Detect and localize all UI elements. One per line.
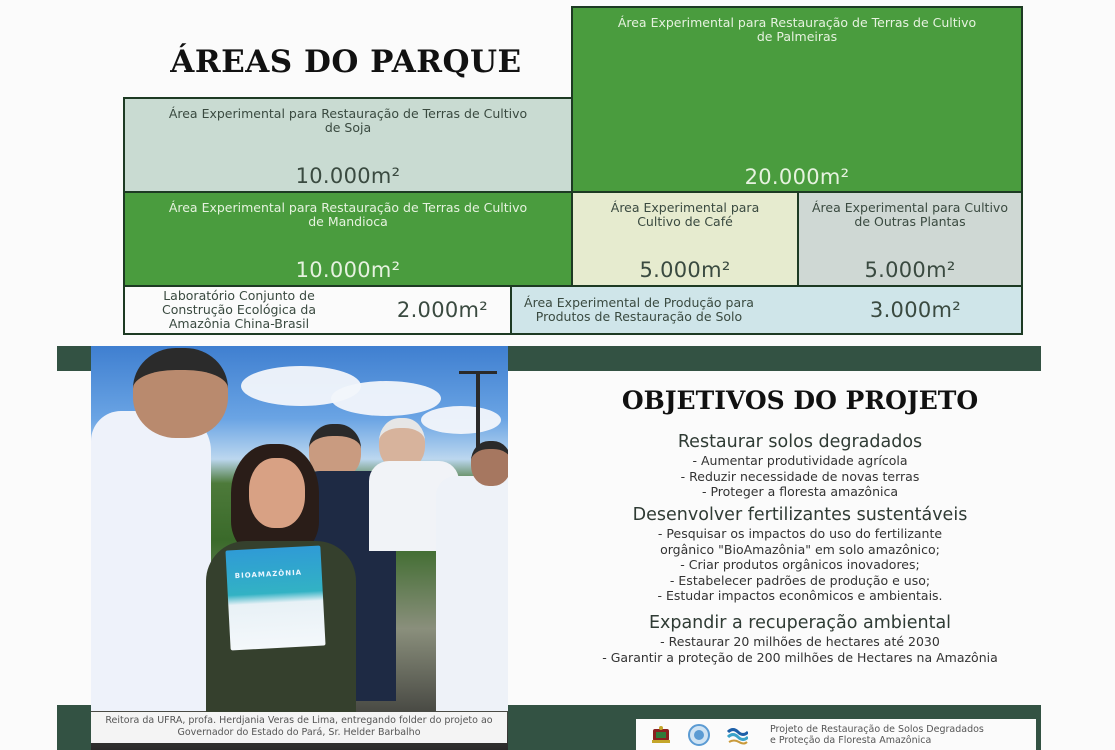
area-value: 2.000m² xyxy=(396,298,488,322)
person-background xyxy=(471,441,508,486)
person-governor xyxy=(91,411,211,711)
objective-heading: Desenvolver fertilizantes sustentáveis xyxy=(632,505,968,525)
area-produtos-solo xyxy=(510,285,1023,335)
project-name-line2: e Proteção da Floresta Amazônica xyxy=(770,734,932,746)
area-label: Área Experimental para Cultivo de Outras Plantas xyxy=(812,200,1008,229)
wave-logo-icon xyxy=(726,725,748,745)
area-value: 5.000m² xyxy=(639,258,731,282)
area-laboratorio xyxy=(123,285,512,335)
objective-fertilizantes xyxy=(560,505,1040,604)
area-palmeiras xyxy=(571,6,1023,194)
bioamazonia-folder xyxy=(225,546,325,651)
area-value: 5.000m² xyxy=(864,258,956,282)
person-rector-head xyxy=(249,458,305,528)
photo-caption: Reitora da UFRA, profa. Herdjania Veras de Lima, entregando folder do projeto ao Governador do Estado do Pará, Sr. Helder Barbalho xyxy=(91,712,507,743)
area-label: Laboratório Conjunto de Construção Ecológica da Amazônia China-Brasil xyxy=(162,288,316,331)
objective-item: - Proteger a floresta amazônica xyxy=(701,484,899,499)
cloud-shape xyxy=(331,381,441,416)
cloud-shape xyxy=(421,406,501,434)
objective-item: - Restaurar 20 milhões de hectares até 2030 xyxy=(660,634,940,649)
area-outras-plantas xyxy=(797,191,1023,287)
objective-heading: Expandir a recuperação ambiental xyxy=(648,613,952,633)
area-mandioca xyxy=(123,191,573,287)
objective-item: - Estudar impactos econômicos e ambientais. xyxy=(657,588,943,603)
area-label: Área Experimental para Restauração de Terras de Cultivo de Soja xyxy=(168,106,528,135)
area-label: Área Experimental de Produção para Produtos de Restauração de Solo xyxy=(524,295,754,324)
objectives-title: OBJETIVOS DO PROJETO xyxy=(621,386,979,415)
area-value: 10.000m² xyxy=(295,164,401,188)
area-value: 20.000m² xyxy=(744,165,850,189)
objective-heading: Restaurar solos degradados xyxy=(677,432,923,452)
objective-item: - Aumentar produtividade agrícola xyxy=(692,453,908,468)
footer-logos xyxy=(636,719,1036,750)
folder-title: BIOAMAZÔNIA xyxy=(234,568,303,581)
area-value: 10.000m² xyxy=(295,258,401,282)
objective-item: - Pesquisar os impactos do uso do fertilizante orgânico "BioAmazônia" em solo amazônico; xyxy=(657,526,943,557)
objective-item: - Criar produtos orgânicos inovadores; xyxy=(680,557,920,572)
seal-logo-icon xyxy=(688,724,710,746)
area-value: 3.000m² xyxy=(869,298,961,322)
areas-title: ÁREAS DO PARQUE xyxy=(170,44,522,80)
objective-restaurar xyxy=(560,432,1040,500)
area-cafe xyxy=(571,191,799,287)
objective-item: - Estabelecer padrões de produção e uso; xyxy=(669,572,931,588)
area-label: Área Experimental para Restauração de Terras de Cultivo de Mandioca xyxy=(168,200,528,229)
area-label: Área Experimental para Cultivo de Café xyxy=(610,200,760,229)
area-label: Área Experimental para Restauração de Terras de Cultivo de Palmeiras xyxy=(617,15,977,44)
objective-expandir xyxy=(560,613,1040,665)
project-name-line1: Projeto de Restauração de Solos Degradados xyxy=(770,723,984,735)
area-soja xyxy=(123,97,573,193)
utility-pole-bar xyxy=(459,371,497,374)
crest-logo-icon xyxy=(650,725,672,745)
person-governor-head xyxy=(133,348,228,438)
project-name xyxy=(770,724,984,746)
objective-item: - Reduzir necessidade de novas terras xyxy=(680,468,920,484)
objective-item: - Garantir a proteção de 200 milhões de Hectares na Amazônia xyxy=(602,649,998,665)
person-background-body xyxy=(436,476,508,711)
